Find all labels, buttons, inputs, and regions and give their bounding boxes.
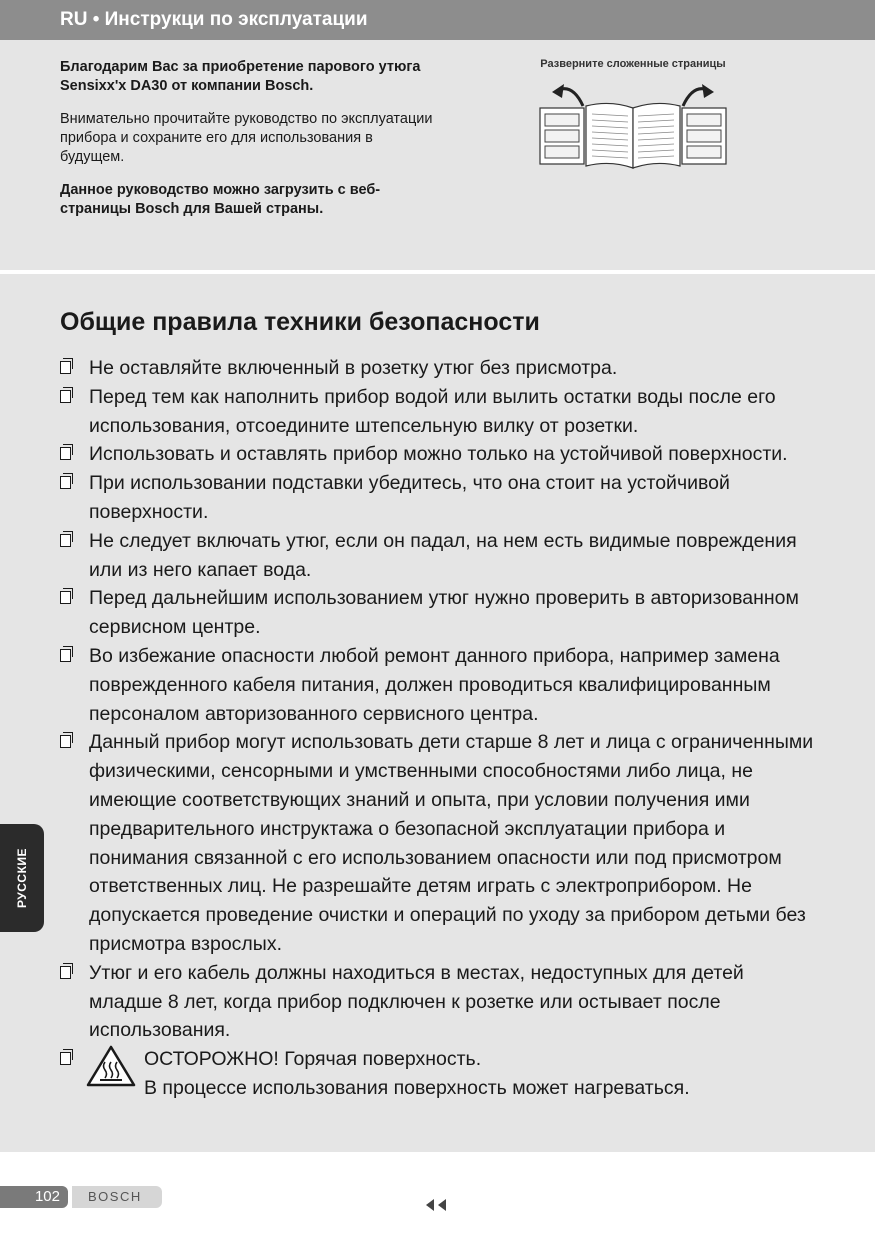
checkbox-bullet-icon	[60, 361, 71, 374]
page-number: 102	[0, 1186, 68, 1208]
checkbox-bullet-icon	[60, 1052, 71, 1065]
list-item	[60, 469, 820, 527]
language-tab-label: РУССКИЕ	[15, 847, 29, 909]
rule-text: При использовании подставки убедитесь, что она стоит на устойчивой поверхности.	[89, 472, 730, 523]
safety-rules-list	[60, 354, 820, 1103]
list-item	[60, 959, 820, 1045]
list-item	[60, 440, 820, 469]
page-header: RU • Инструкци по эксплуатации	[0, 0, 875, 40]
download-text: Данное руководство можно загрузить с веб-страницы Bosch для Вашей страны.	[60, 182, 381, 217]
rule-text: Данный прибор могут использовать дети старше 8 лет и лица с ограниченными физическими, сенсорными и умственными способностями либо лица, не имеющие соответствующих знаний и опыта, при условии получения ими предварительного инструктажа о безопасной эксплуатации прибора и понимания связанной с его использованием опасности или под присмотром ответственных лиц. Не разрешайте детям играть с электроприбором. Не допускается проведение очистки и операций по уходу за прибором детьми без присмотра взрослых.	[89, 731, 814, 955]
rule-text: Не оставляйте включенный в розетку утюг без присмотра.	[89, 357, 618, 379]
list-item	[60, 383, 820, 441]
checkbox-bullet-icon	[60, 966, 71, 979]
list-item	[60, 354, 820, 383]
unfold-caption: Разверните сложенные страницы	[540, 58, 726, 70]
checkbox-bullet-icon	[60, 390, 71, 403]
list-item	[60, 527, 820, 585]
intro-panel	[0, 40, 875, 270]
back-double-arrow-icon[interactable]	[424, 1199, 450, 1211]
unfold-pages-illustration	[538, 58, 728, 176]
language-side-tab	[0, 824, 44, 932]
list-item	[60, 728, 820, 958]
rule-text: Использовать и оставлять прибор можно только на устойчивой поверхности.	[89, 443, 788, 466]
list-item	[60, 642, 820, 728]
checkbox-bullet-icon	[60, 476, 71, 489]
warning-item	[60, 1045, 820, 1103]
safety-title: Общие правила техники безопасности	[60, 308, 540, 336]
checkbox-bullet-icon	[60, 591, 71, 604]
rule-text: Перед тем как наполнить прибор водой или вылить остатки воды после его использования, отсоедините штепсельную вилку от розетки.	[89, 385, 776, 437]
warning-line-1: ОСТОРОЖНО! Горячая поверхность.	[144, 1048, 482, 1071]
intro-text	[60, 58, 440, 233]
hot-surface-warning-icon	[86, 1045, 136, 1087]
list-item	[60, 584, 820, 642]
brand-label: BOSCH	[72, 1186, 162, 1208]
rule-text: Перед дальнейшим использованием утюг нужно проверить в авторизованном сервисном центре.	[89, 587, 799, 639]
rule-text: Утюг и его кабель должны находиться в местах, недоступных для детей младше 8 лет, когда прибор подключен к розетке или остывает после использования.	[89, 961, 744, 1042]
checkbox-bullet-icon	[60, 534, 71, 547]
checkbox-bullet-icon	[60, 447, 71, 460]
checkbox-bullet-icon	[60, 735, 71, 748]
rule-text: Во избежание опасности любой ремонт данного прибора, например замена поврежденного кабеля питания, должен проводиться квалифицированным персоналом авторизованного сервисного центра.	[89, 644, 780, 725]
checkbox-bullet-icon	[60, 649, 71, 662]
safety-panel	[0, 274, 875, 1152]
read-carefully-text: Внимательно прочитайте руководство по эксплуатации прибора и сохраните его для использования в будущем.	[60, 111, 433, 165]
thanks-text: Благодарим Вас за приобретение парового утюга Sensixx'x DA30 от компании Bosch.	[60, 59, 421, 94]
open-foldout-pages-icon	[538, 76, 728, 171]
rule-text: Не следует включать утюг, если он падал, на нем есть видимые повреждения или из него капает вода.	[89, 529, 797, 581]
warning-line-2: В процессе использования поверхность может нагреваться.	[144, 1076, 690, 1099]
